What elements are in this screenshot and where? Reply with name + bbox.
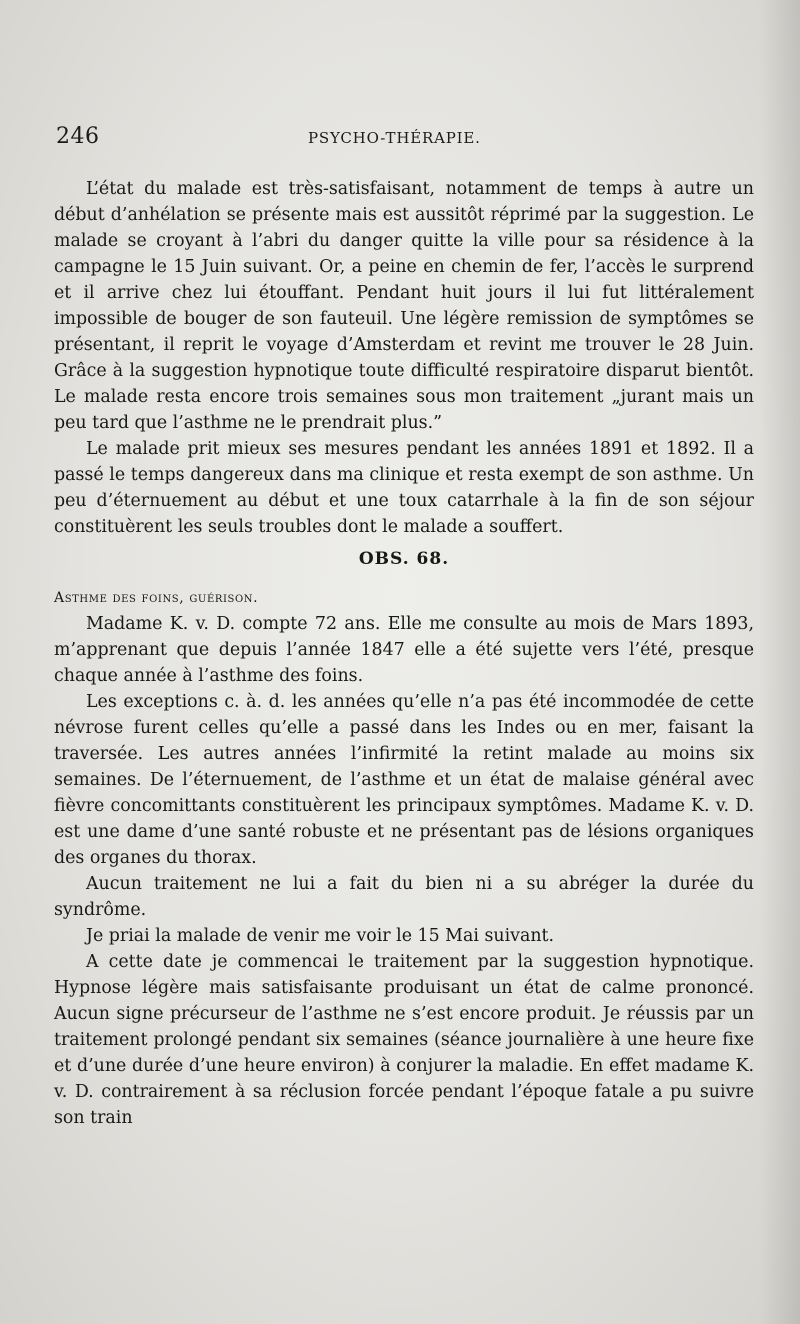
paragraph-appointment: Je priai la malade de venir me voir le 15 Mai suivant. xyxy=(86,926,555,946)
page-edge-shadow xyxy=(760,0,800,1324)
running-head: PSYCHO-THÉRAPIE. xyxy=(308,129,481,147)
paragraph-follow-up: Le malade prit mieux ses mesures pendant les années 1891 et 1892. Il a passé le temps dangereux dans ma clinique et resta exempt de son asthme. Un peu d’éternuement au début et une toux catarrhale à la fin de son séjour constituèrent les seuls troubles dont le malade a souffert. xyxy=(54,439,754,537)
paragraph-prior-treatment: Aucun traitement ne lui a fait du bien ni a su abréger la durée du syndrôme. xyxy=(54,874,754,920)
paragraph-history: Les exceptions c. à. d. les années qu’elle n’a pas été incommodée de cette névrose furent celles qu’elle a passé dans les Indes ou en mer, faisant la traversée. Les autres années l’infirmité la retint malade au moins six semaines. De l’éternuement, de l’asthme et un état de malaise général avec fièvre concomittants constituèrent les principaux symptômes. Madame K. v. D. est une dame d’une santé robuste et ne présentant pas de lésions organiques des organes du thorax. xyxy=(54,692,754,868)
page-body xyxy=(54,176,754,1131)
observation-heading: OBS. 68. xyxy=(358,549,450,569)
paragraph-treatment: A cette date je commencai le traitement par la suggestion hypnotique. Hypnose légère mais satisfaisante produisant un état de calme prononcé. Aucun signe précurseur de l’asthme ne s’est encore produit. Je réussis par un traitement prolongé pendant six semaines (séance journalière à une heure fixe et d’une durée d’une heure environ) à conjurer la maladie. En effet madame K. v. D. contrairement à sa réclusion forcée pendant l’époque fatale a pu suivre son train xyxy=(54,952,754,1128)
page-header xyxy=(56,124,748,158)
case-title: Asthme des foins, guérison. xyxy=(54,590,259,606)
page-number: 246 xyxy=(56,124,100,149)
paragraph-case-continuation: L’état du malade est très-satisfaisant, notamment de temps à autre un début d’anhélation se présente mais est aussitôt réprimé par la suggestion. Le malade se croyant à l’abri du danger quitte la ville pour sa résidence à la campagne le 15 Juin suivant. Or, a peine en chemin de fer, l’accès le surprend et il arrive chez lui étouffant. Pendant huit jours il lui fut littéralement impossible de bouger de son fauteuil. Une légère remission de symptômes se présentant, il reprit le voyage d’Amsterdam et revint me trouver le 28 Juin. Grâce à la suggestion hypnotique toute difficulté respiratoire disparut bientôt. Le malade resta encore trois semaines sous mon traitement „jurant mais un peu tard que l’asthme ne le prendrait plus.” xyxy=(54,179,754,433)
paragraph-patient-intro: Madame K. v. D. compte 72 ans. Elle me consulte au mois de Mars 1893, m’apprenant que depuis l’année 1847 elle a été sujette vers l’été, presque chaque année à l’asthme des foins. xyxy=(54,614,754,686)
